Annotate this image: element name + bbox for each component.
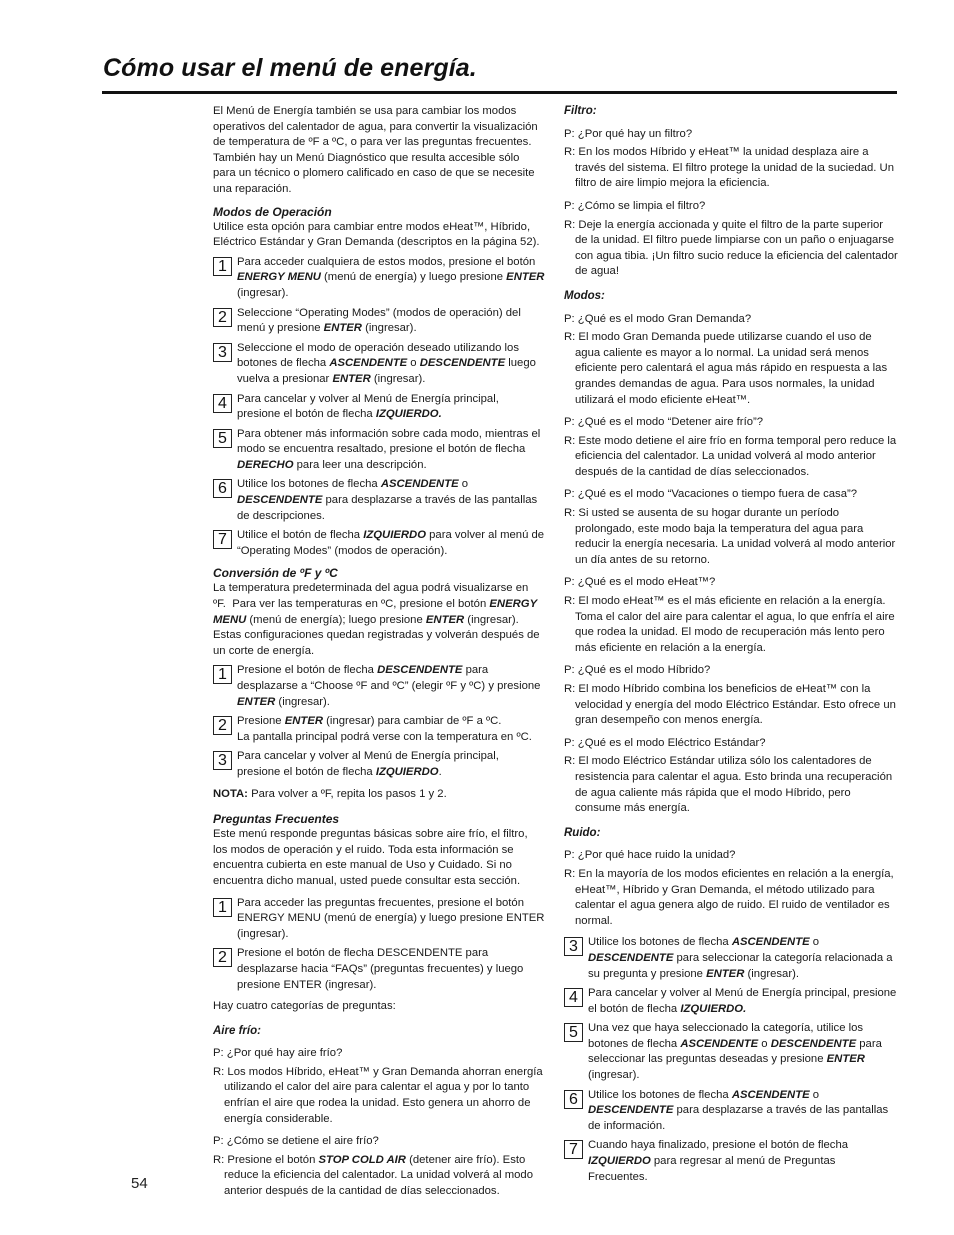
step-item [213,714,545,745]
step-number: 3 [564,937,583,956]
step-item [213,255,545,302]
step-text: Presione el botón de flecha DESCENDENTE para desplazarse hacia “FAQs” (preguntas frecuentes) y luego presione ENTER (ingresar). [237,947,524,991]
step-text: Para cancelar y volver al Menú de Energía principal, presione el botón de flecha IZQUIERDO. [588,987,897,1015]
step-text: Utilice los botones de flecha ASCENDENTE o DESCENDENTE para desplazarse a través de las pantallas de información. [588,1088,889,1132]
aire-qa-list [213,1046,545,1199]
faq-steps [213,896,545,994]
faq-heading: Preguntas Frecuentes [213,812,340,827]
step-number: 1 [213,257,232,276]
step-item [564,1021,898,1083]
step-text: Para obtener más información sobre cada modo, mientras el modo se encuentra resaltado, presione el botón de flecha DERECHO para leer una descripción. [237,427,541,471]
ruido-steps [564,935,898,1185]
step-text: Utilice los botones de flecha ASCENDENTE o DESCENDENTE para seleccionar la categoría relacionada a su pregunta y presione ENTER (ingresar). [588,936,893,980]
modos-qa-list [564,312,898,817]
faq-question: P: ¿Qué es el modo eHeat™? [564,576,716,589]
step-text: Utilice los botones de flecha ASCENDENTE o DESCENDENTE para desplazarse a través de las pantallas de descripciones. [237,478,538,522]
step-item [213,528,545,559]
faq-question: P: ¿Cómo se detiene el aire frío? [213,1135,379,1148]
step-text: Una vez que haya seleccionado la categoría, utilice los botones de flecha ASCENDENTE o DESCENDENTE para seleccionar las preguntas deseadas y presione ENTER (ingresar). [588,1022,882,1082]
faq-question: P: ¿Qué es el modo Eléctrico Estándar? [564,736,766,749]
step-item [213,477,545,524]
step-item [213,427,545,474]
faq-answer: R: Los modos Híbrido, eHeat™ y Gran Demanda ahorran energía utilizando el calor del aire para calentar el agua y por lo tanto enfrían el aire que rodea la unidad. Esto genera un ahorro de energía considerable. [213,1065,543,1125]
step-item [213,341,545,388]
filtro-qa-list [564,127,898,280]
faq-question: P: ¿Por qué hay aire frío? [213,1047,343,1060]
faq-question: P: ¿Cómo se limpia el filtro? [564,199,706,212]
conversion-heading: Conversión de ºF y ºC [213,566,338,581]
step-number: 2 [213,716,232,735]
step-number: 4 [564,988,583,1007]
faq-answer: R: El modo eHeat™ es el más eficiente en relación a la energía. Toma el calor del aire para calentar el agua, lo que enfría el aire que rodea la unidad. El modo de recuperación más lento pero más eficiente en relación a la energía. [564,595,895,654]
step-number: 6 [213,479,232,498]
step-item [564,935,898,982]
step-text: Cuando haya finalizado, presione el botón de flecha IZQUIERDO para regresar al menú de Preguntas Frecuentes. [588,1139,849,1183]
step-number: 4 [213,394,232,413]
modos-heading: Modos de Operación [213,204,332,219]
faq-answer: R: Presione el botón STOP COLD AIR (detener aire frío). Esto reduce la eficiencia del calentador. La unidad volverá al modo anterior después de la cantidad de días seleccionados. [213,1153,533,1198]
faq-answer: R: El modo Gran Demanda puede utilizarse cuando el uso de agua caliente es mayor a lo normal. La unidad será menos eficiente pero calentará el agua más rápido en respuesta a las grandes demandas de agua. Para usos normales, la unidad utilizará el modo eficiente eHeat™. [564,331,888,406]
step-text: Seleccione “Operating Modes” (modos de operación) del menú y presione ENTER (ingresar). [237,306,521,335]
aire-heading: Aire frío: [213,1024,261,1037]
step-number: 3 [213,751,232,770]
step-number: 6 [564,1090,583,1109]
right-column [564,104,898,1185]
modos-text: Utilice esta opción para cambiar entre modos eHeat™, Híbrido, Eléctrico Estándar y Gran Demanda (descriptos en la página 52). [213,220,540,249]
faq-answer: R: Deje la energía accionada y quite el filtro de la parte superior de la unidad. El filtro puede limpiarse con un paño o enjuagarse con agua tibia. ¡Un filtro sucio reduce la eficiencia del calentador de agua! [564,218,898,278]
faq-categories-text: Hay cuatro categorías de preguntas: [213,1000,396,1013]
step-number: 2 [213,948,232,967]
faq-text: Este menú responde preguntas básicas sobre aire frío, el filtro, los modos de operación y el ruido. Toda esta información se encuentra cubierta en este manual de Uso y Cuidado. Si no encuentra dicho manual, usted puede consultar esta sección. [213,828,528,887]
faq-question: P: ¿Qué es el modo “Detener aire frío”? [564,416,764,429]
step-text: Para acceder las preguntas frecuentes, presione el botón ENERGY MENU (menú de energía) y luego presione ENTER (ingresar). [237,896,545,940]
faq-question: P: ¿Por qué hace ruido la unidad? [564,849,736,862]
step-item [213,749,545,780]
faq-question: P: ¿Qué es el modo Gran Demanda? [564,312,752,325]
ruido-heading: Ruido: [564,826,601,839]
step-item [564,986,898,1017]
faq-answer: R: El modo Eléctrico Estándar utiliza sólo los calentadores de resistencia para calentar el agua. Esto brinda una recuperación de agua caliente más rápida que el modo Híbrido, pero consume más energía. [564,755,893,815]
step-number: 7 [564,1140,583,1159]
step-item [564,1138,898,1185]
faq-answer: R: En la mayoría de los modos eficientes en relación a la energía, eHeat™, Híbrido y Gran Demanda, el método utilizado para calentar el agua genera algo de ruido. El ruido de ventilador es normal. [564,867,894,927]
left-column [213,104,545,1200]
step-number: 3 [213,343,232,362]
faq-answer: R: En los modos Híbrido y eHeat™ la unidad desplaza aire a través del sistema. El filtro protege la unidad de la suciedad. Un filtro de aire limpio mejora la eficiencia. [564,146,894,190]
step-number: 7 [213,530,232,549]
step-text: Seleccione el modo de operación deseado utilizando los botones de flecha ASCENDENTE o DESCENDENTE luego vuelva a presionar ENTER (ingresar). [237,341,536,385]
intro-paragraph: El Menú de Energía también se usa para cambiar los modos operativos del calentador de agua, para convertir la visualización de temperatura de ºF a ºC, o para ver las preguntas frecuentes. También hay un Menú Diagnóstico que resulta accesible sólo para un técnico o plomero calificado en caso de que se necesite una reparación. [213,105,538,195]
step-text: Para cancelar y volver al Menú de Energía principal, presione el botón de flecha IZQUIERDO. [237,392,499,421]
step-item [213,663,545,710]
faq-question: P: ¿Qué es el modo Híbrido? [564,664,711,677]
faq-answer: R: Este modo detiene el aire frío en forma temporal pero reduce la eficiencia del calentador. La unidad volverá al modo anterior después de la cantidad de días seleccionados. [564,434,897,478]
page-number: 54 [131,1175,148,1192]
step-item [213,946,545,993]
conversion-text: La temperatura predeterminada del agua podrá visualizarse en ºF. Para ver las temperaturas en ºC, presione el botón ENERGY MENU (menú de energía); luego presione ENTER (ingresar). Estas configuraciones quedan registradas y volverán después de un corte de energía. [213,582,540,657]
filtro-heading: Filtro: [564,105,597,117]
page-title: Cómo usar el menú de energía. [103,54,477,82]
faq-question: P: ¿Por qué hay un filtro? [564,127,693,140]
faq-answer: R: Si usted se ausenta de su hogar durante un período prolongado, este modo baja la temperatura del agua para reducir la energía necesaria. La unidad volverá al modo anterior un día antes de su retorno. [564,507,896,566]
ruido-qa-list [564,848,898,929]
step-text: Presione el botón de flecha DESCENDENTE para desplazarse a “Choose ºF and ºC” (elegir ºF y ºC) y presione ENTER (ingresar). [237,664,541,708]
step-item [213,392,545,423]
step-number: 5 [213,429,232,448]
step-number: 5 [564,1023,583,1042]
step-text: Para acceder cualquiera de estos modos, presione el botón ENERGY MENU (menú de energía) y luego presione ENTER (ingresar). [237,255,545,299]
faq-answer: R: El modo Híbrido combina los beneficios de eHeat™ con la velocidad y energía del modo Eléctrico Estándar. Esto ofrece un gran desempeño con menos energía. [564,683,896,727]
conversion-steps [213,663,545,780]
modos-steps [213,255,545,560]
faq-question: P: ¿Qué es el modo “Vacaciones o tiempo fuera de casa”? [564,488,858,501]
conversion-note: NOTA: Para volver a ºF, repita los pasos 1 y 2. [213,787,447,800]
step-number: 1 [213,898,232,917]
step-number: 2 [213,308,232,327]
step-text: Utilice el botón de flecha IZQUIERDO para volver al menú de “Operating Modes” (modos de operación). [237,529,545,557]
step-item [213,896,545,943]
step-text: Presione ENTER (ingresar) para cambiar de ºF a ºC. La pantalla principal podrá verse con la temperatura en ºC. [237,715,532,743]
step-item [213,306,545,337]
step-item [564,1088,898,1135]
title-rule [102,91,897,94]
modos-faq-heading: Modos: [564,289,605,302]
step-text: Para cancelar y volver al Menú de Energía principal, presione el botón de flecha IZQUIERDO. [237,750,499,778]
step-number: 1 [213,665,232,684]
